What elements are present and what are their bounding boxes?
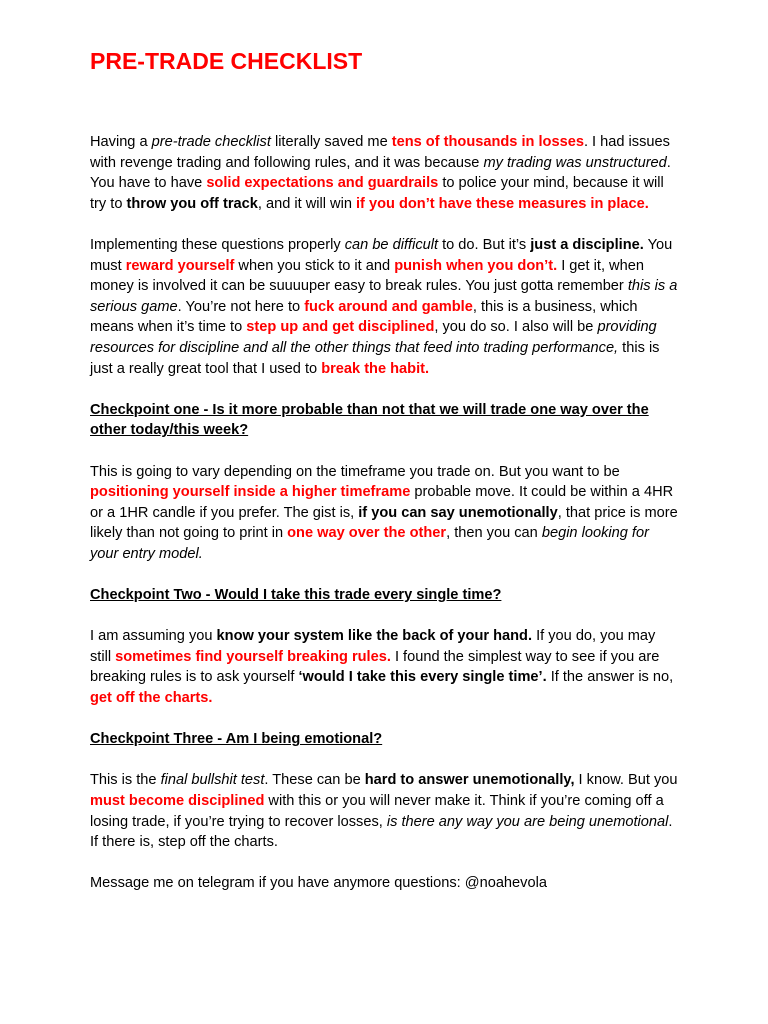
text-run: probable move. It could be within a 4HR or a 1HR candle if you prefer. The gist is, (90, 484, 674, 521)
italic-text: begin looking for your entry model. (90, 525, 649, 562)
text-run: . I had issues with revenge trading and following rules, and it was because (90, 134, 670, 171)
page-title: PRE-TRADE CHECKLIST (90, 48, 363, 74)
text-run: to police your mind, because it will try to (90, 175, 664, 212)
highlight-text: step up and get disciplined (246, 319, 435, 336)
text-run: when you stick to it and (234, 257, 395, 274)
bold-text: if you can say unemotionally (358, 504, 558, 521)
section-heading (90, 400, 680, 441)
text-run: this is just a really great tool that I used to (90, 339, 660, 377)
text-run: Checkpoint Three - Am I being emotional? (90, 731, 383, 748)
bold-text: know your system like the back of your hand. (216, 628, 533, 645)
text-run: This is the (90, 772, 161, 789)
highlight-text: fuck around and gamble (304, 298, 473, 315)
text-run: This is going to vary depending on the timeframe you trade on. But you want to be (90, 463, 620, 480)
text-run: literally saved me (270, 134, 392, 150)
text-run: If you do, you may still (90, 628, 656, 665)
bold-text: just a discipline. (530, 236, 644, 253)
italic-text: final bullshit test (160, 772, 265, 789)
highlight-text: reward yourself (125, 257, 235, 274)
italic-text: is there any way you are being unemotional (386, 813, 669, 830)
highlight-text: must become disciplined (90, 793, 265, 809)
highlight-text: sometimes find yourself breaking rules. (115, 648, 391, 665)
text-run: I get it, when money is involved it can be suuuuper easy to break rules. You just gotta remember (90, 257, 644, 295)
text-run: . You have to have (90, 154, 671, 192)
highlight-text: positioning yourself inside a higher timeframe (90, 484, 411, 501)
text-run: If the answer is no, (546, 669, 674, 686)
text-run: You must (90, 236, 673, 274)
text-run: , you do so. I also will be (434, 319, 598, 336)
text-run: I know. But you (574, 772, 678, 789)
section-heading (90, 729, 680, 750)
text-run: . If there is, step off the charts. (90, 813, 673, 851)
section-heading (90, 585, 680, 606)
text-run: Having a (90, 134, 152, 150)
text-run: . These can be (264, 772, 365, 789)
body-paragraph (90, 626, 680, 708)
bold-text: ‘would I take this every single time’. (298, 669, 547, 686)
text-run: Checkpoint Two - Would I take this trade every single time? (90, 587, 502, 604)
italic-text: my trading was unstructured (483, 154, 667, 171)
text-run: I found the simplest way to see if you are breaking rules is to ask yourself (90, 648, 660, 686)
body-paragraph (90, 235, 680, 379)
text-run: . You’re not here to (177, 298, 305, 315)
body-paragraph (90, 873, 680, 894)
bold-text: throw you off track (126, 195, 258, 212)
text-run: with this or you will never make it. Think if you’re coming off a losing trade, if you’re trying to recover losses, (90, 793, 664, 830)
italic-text: pre-trade checklist (151, 134, 271, 150)
italic-text: can be difficult (344, 236, 439, 253)
text-run: Checkpoint one - Is it more probable than not that we will trade one way over the other today/this week? (90, 401, 649, 439)
document-body (90, 132, 680, 915)
text-run: Message me on telegram if you have anymore questions: @noahevola (90, 875, 547, 892)
body-paragraph (90, 770, 680, 852)
text-run: I am assuming you (90, 628, 217, 645)
text-run: Implementing these questions properly (90, 236, 345, 253)
highlight-text: if you don’t have these measures in place. (356, 195, 649, 212)
bold-text: hard to answer unemotionally, (364, 772, 575, 789)
text-run: , then you can (446, 525, 542, 542)
highlight-text: get off the charts. (90, 690, 213, 707)
highlight-text: tens of thousands in losses (391, 134, 584, 150)
italic-text: providing resources for discipline and all the other things that feed into trading performance, (90, 319, 657, 356)
highlight-text: punish when you don’t. (394, 257, 558, 274)
italic-text: this is a serious game (90, 278, 678, 315)
highlight-text: break the habit. (321, 360, 430, 377)
text-run: , that price is more likely than not going to print in (90, 504, 678, 542)
text-run: , and it will win (257, 195, 356, 212)
body-paragraph (90, 132, 680, 214)
text-run: , this is a business, which means when it’s time to (90, 298, 638, 336)
highlight-text: solid expectations and guardrails (206, 175, 439, 192)
highlight-text: one way over the other (287, 525, 447, 542)
body-paragraph (90, 462, 680, 565)
text-run: to do. But it’s (438, 236, 531, 253)
